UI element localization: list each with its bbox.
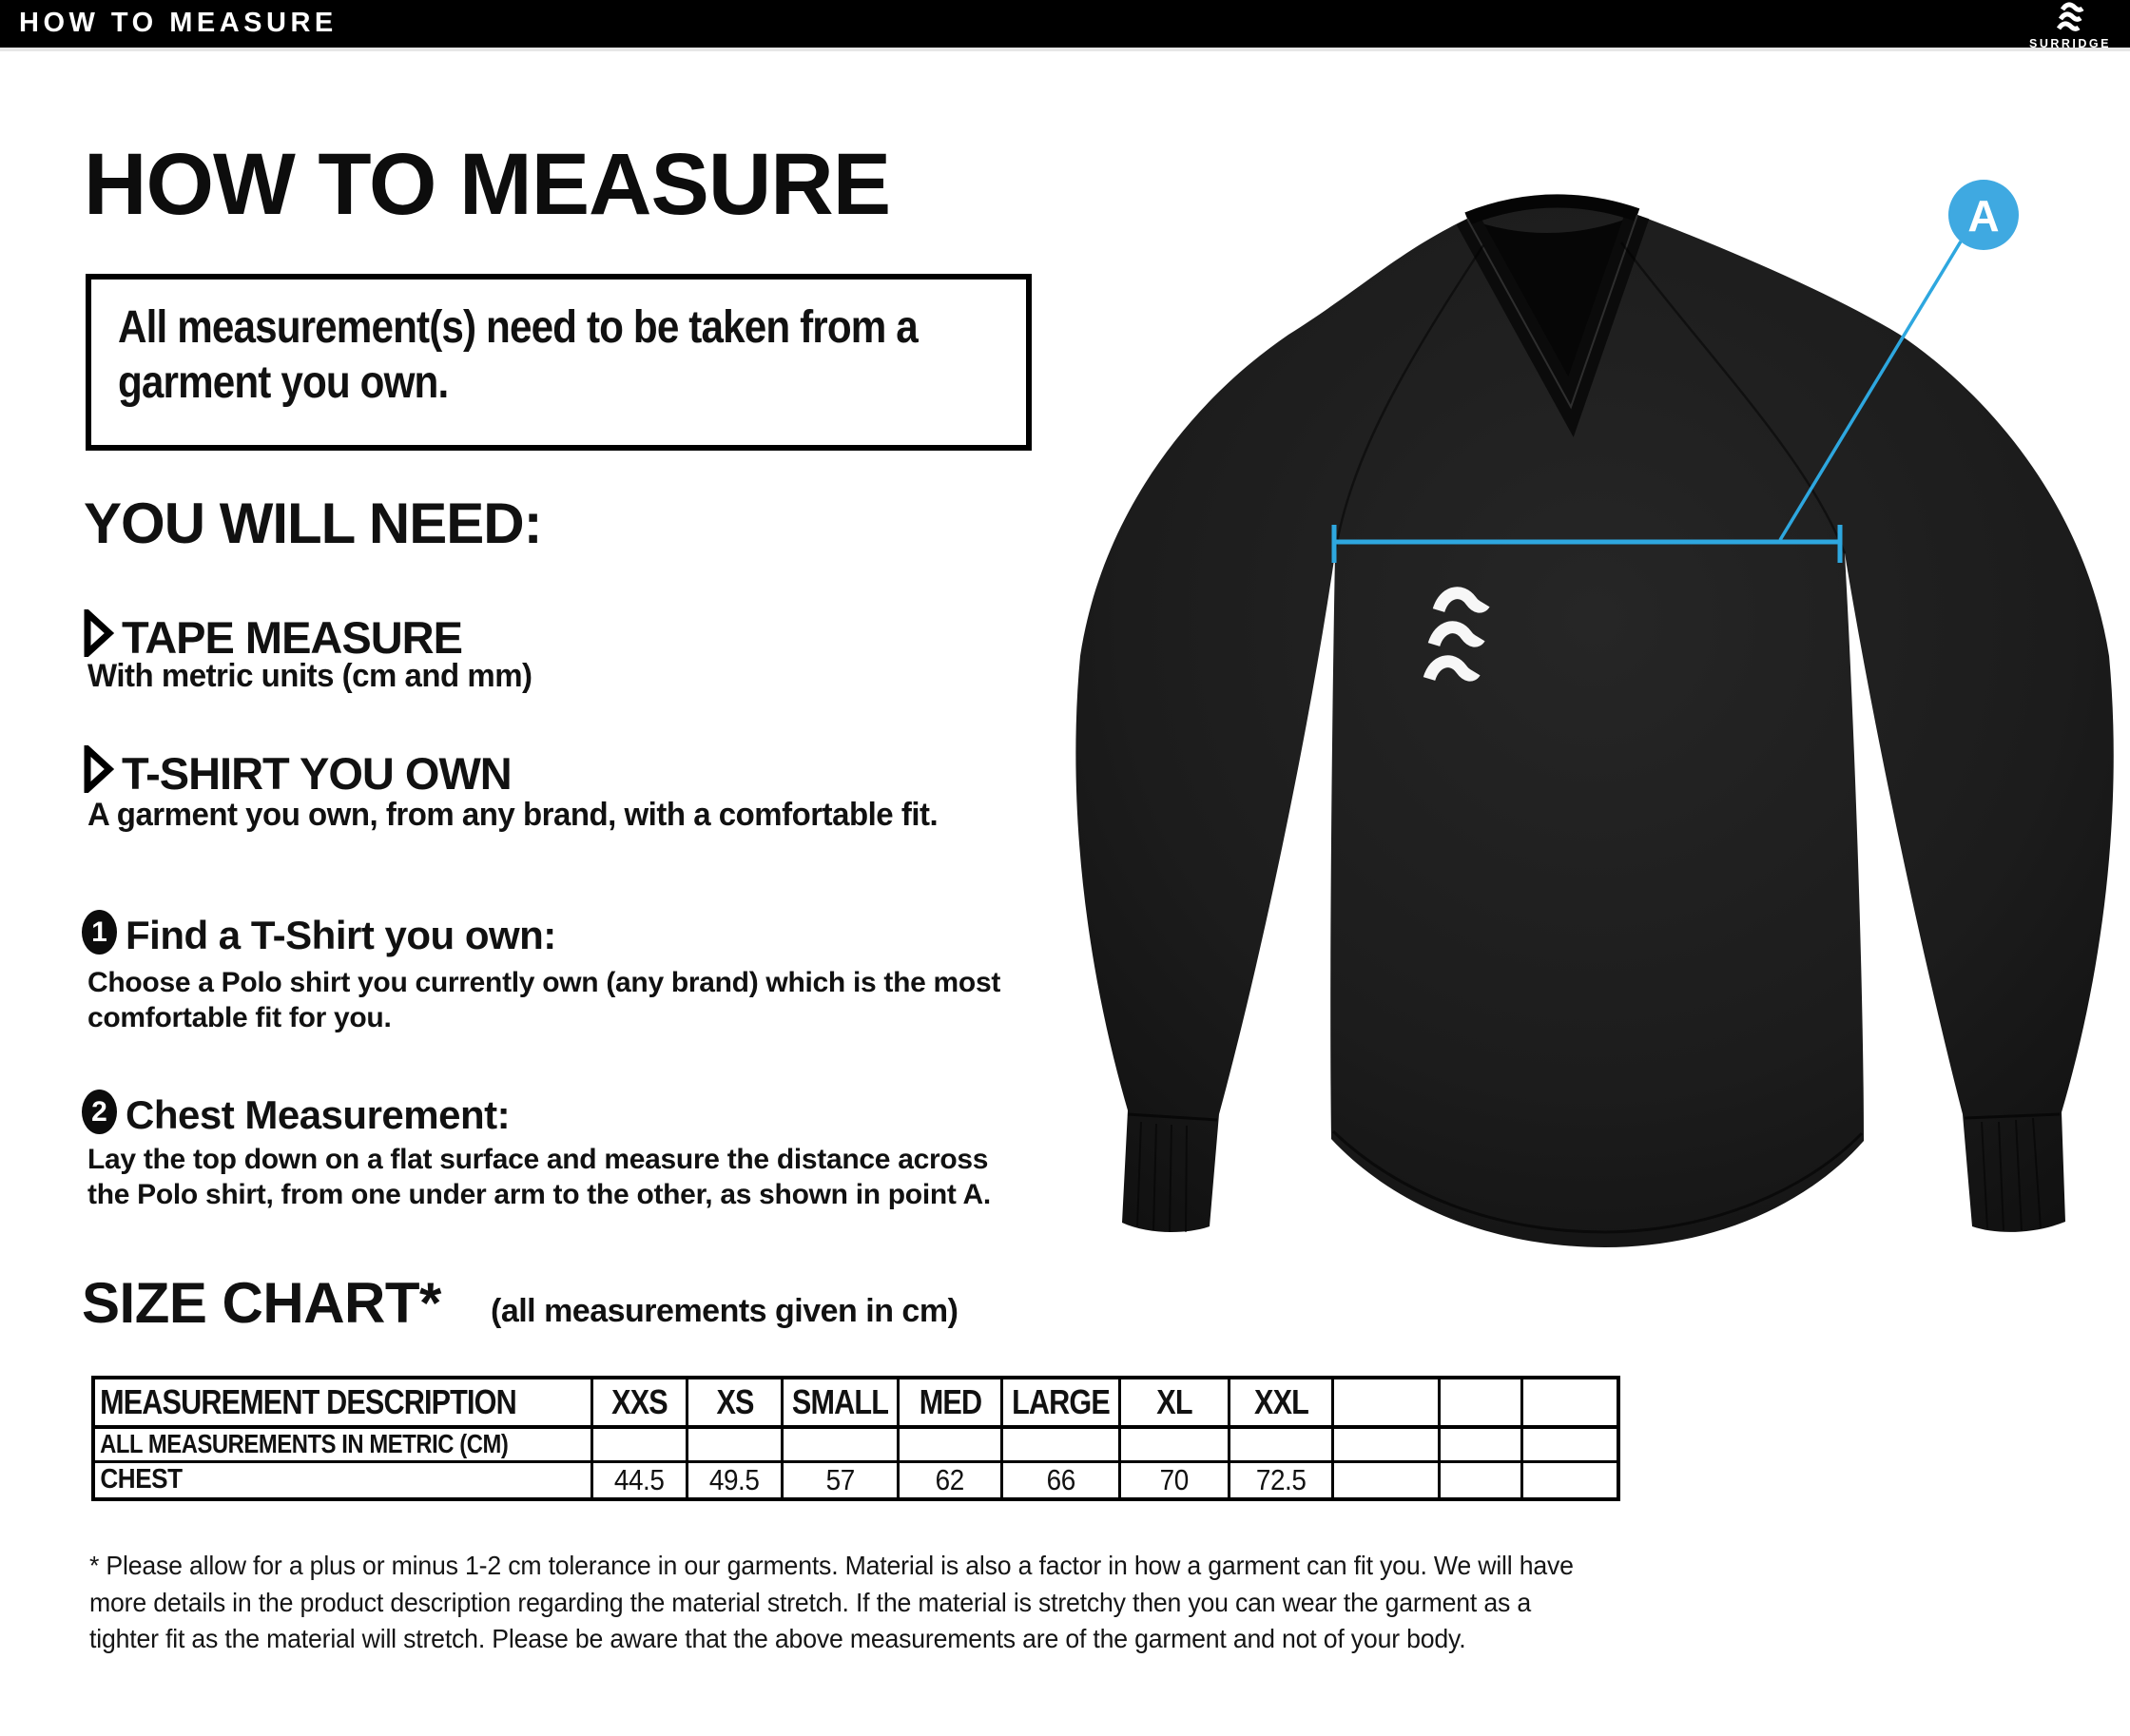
col-empty-2 (1440, 1378, 1522, 1427)
surridge-logo (2018, 2, 2122, 48)
col-xxl: XXL (1230, 1378, 1333, 1427)
surridge-wordmark: SURRIDGE (2029, 37, 2111, 50)
need-item-label: TAPE MEASURE (122, 612, 462, 663)
step-1-badge: 1 (82, 910, 117, 955)
chest-value-xxl: 72.5 (1230, 1461, 1333, 1499)
top-bar-divider (0, 48, 2130, 51)
shirt-figure (1046, 57, 2130, 1293)
page-title: HOW TO MEASURE (84, 136, 891, 233)
point-a-label: A (1967, 191, 2000, 241)
footnote (89, 1548, 1574, 1658)
size-chart-subtitle: (all measurements given in cm) (491, 1293, 958, 1329)
note-box (86, 274, 1032, 451)
table-cell-empty (1120, 1427, 1230, 1461)
step-2-badge: 2 (82, 1090, 117, 1134)
chest-label-cell: CHEST (93, 1461, 592, 1499)
col-empty-3 (1522, 1378, 1618, 1427)
col-empty-1 (1333, 1378, 1440, 1427)
table-cell-empty (1440, 1427, 1522, 1461)
note-line-1: All measurement(s) need to be taken from a (118, 302, 918, 353)
table-cell-empty (783, 1427, 899, 1461)
chest-value-small: 57 (783, 1461, 899, 1499)
chest-value-large: 66 (1002, 1461, 1120, 1499)
table-metric-row (93, 1427, 1618, 1461)
triangle-bullet-icon (84, 609, 114, 657)
col-xs: XS (687, 1378, 783, 1427)
col-large: LARGE (1002, 1378, 1120, 1427)
step-1-body (87, 966, 1000, 1035)
footnote-line-3: tighter fit as the material will stretch. Please be aware that the above measurements are of the garment and not of your body. (89, 1624, 1466, 1653)
col-xxs: XXS (592, 1378, 687, 1427)
col-small: SMALL (783, 1378, 899, 1427)
surridge-s-icon (2018, 2, 2122, 34)
table-cell-empty (687, 1427, 783, 1461)
table-cell-empty (1002, 1427, 1120, 1461)
table-cell-empty (592, 1427, 687, 1461)
you-will-need-heading: YOU WILL NEED: (84, 492, 542, 555)
size-chart-table (91, 1376, 1620, 1501)
table-header-row (93, 1378, 1618, 1427)
step-1-line-1: Choose a Polo shirt you currently own (any brand) which is the most (87, 967, 1001, 998)
col-med: MED (899, 1378, 1002, 1427)
table-cell-empty (1522, 1427, 1618, 1461)
footnote-line-2: more details in the product description regarding the material stretch. If the material is stretchy then you can wear the garment as a (89, 1587, 1532, 1617)
table-cell-empty (1333, 1427, 1440, 1461)
chest-value-xl: 70 (1120, 1461, 1230, 1499)
step-1-heading: Find a T-Shirt you own: (126, 913, 556, 957)
table-cell-empty (1333, 1461, 1440, 1499)
need-item-description: With metric units (cm and mm) (87, 658, 532, 694)
shirt-image (1075, 201, 2113, 1247)
table-chest-row (93, 1461, 1618, 1499)
note-line-2: garment you own. (118, 357, 449, 408)
step-2-heading: Chest Measurement: (126, 1092, 511, 1137)
triangle-bullet-icon (84, 745, 114, 793)
chest-value-xxs: 44.5 (592, 1461, 687, 1499)
table-cell-empty (1440, 1461, 1522, 1499)
need-item-description: A garment you own, from any brand, with a comfortable fit. (87, 797, 939, 833)
chest-value-med: 62 (899, 1461, 1002, 1499)
table-cell-empty (899, 1427, 1002, 1461)
step-2-line-2: the Polo shirt, from one under arm to the other, as shown in point A. (87, 1178, 991, 1210)
table-cell-empty (1522, 1461, 1618, 1499)
col-measurement-description: MEASUREMENT DESCRIPTION (93, 1378, 592, 1427)
col-xl: XL (1120, 1378, 1230, 1427)
chest-value-xs: 49.5 (687, 1461, 783, 1499)
table-cell-empty (1230, 1427, 1333, 1461)
top-bar-title: HOW TO MEASURE (19, 8, 338, 38)
step-2-body (87, 1143, 991, 1212)
step-2-line-1: Lay the top down on a flat surface and measure the distance across (87, 1144, 989, 1175)
footnote-line-1: * Please allow for a plus or minus 1-2 cm tolerance in our garments. Material is also a factor in how a garment can fit you. We will have (89, 1551, 1574, 1580)
step-1-line-2: comfortable fit for you. (87, 1001, 392, 1033)
metric-label-cell: ALL MEASUREMENTS IN METRIC (CM) (93, 1427, 592, 1461)
size-chart-heading: SIZE CHART* (82, 1271, 441, 1335)
need-item-label: T-SHIRT YOU OWN (122, 748, 512, 799)
